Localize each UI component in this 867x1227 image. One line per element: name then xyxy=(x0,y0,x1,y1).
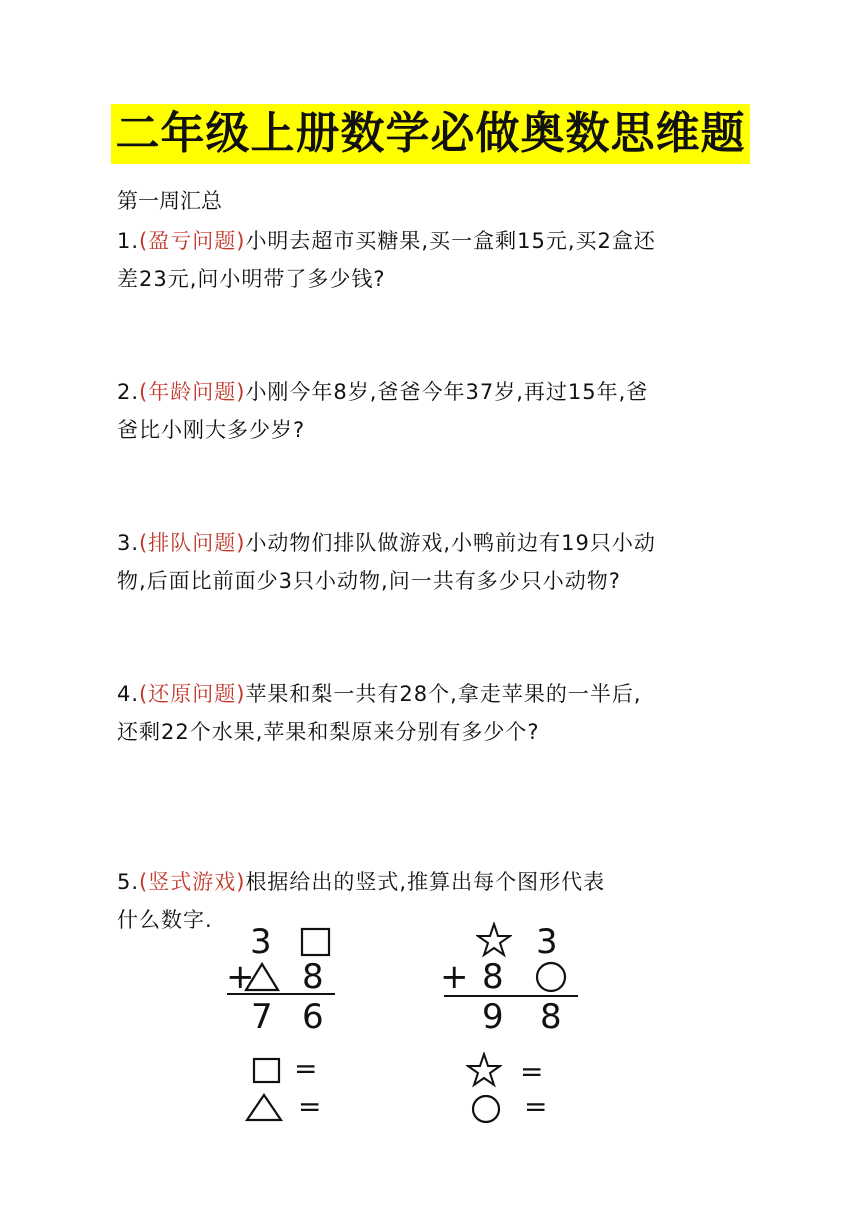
equals-sign: = xyxy=(294,1052,318,1085)
question-4 xyxy=(117,675,757,751)
question-number: 4. xyxy=(117,682,140,706)
digit: 3 xyxy=(250,922,272,962)
star-icon xyxy=(466,1052,502,1088)
question-text-line2: 物,后面比前面少3只小动物,问一共有多少只小动物? xyxy=(117,569,621,593)
circle-icon xyxy=(470,1093,502,1125)
plus-sign: + xyxy=(440,957,469,997)
digit: 8 xyxy=(540,997,562,1037)
triangle-icon xyxy=(244,962,280,992)
equals-sign: = xyxy=(520,1055,544,1088)
question-2 xyxy=(117,373,757,449)
equals-sign: = xyxy=(524,1090,548,1123)
question-tag: (还原问题) xyxy=(139,682,246,706)
question-text-line1: 小动物们排队做游戏,小鸭前边有19只小动 xyxy=(245,531,656,555)
question-3 xyxy=(117,524,757,600)
digit: 7 xyxy=(251,997,273,1037)
question-number: 2. xyxy=(117,380,140,404)
square-icon xyxy=(300,927,332,957)
equals-sign: = xyxy=(298,1090,322,1123)
week-summary-label: 第一周汇总 xyxy=(117,189,222,213)
question-tag: (年龄问题) xyxy=(139,380,246,404)
question-number: 5. xyxy=(117,870,140,894)
question-number: 3. xyxy=(117,531,140,555)
question-text-line2: 爸比小刚大多少岁? xyxy=(117,418,306,442)
question-text-line1: 苹果和梨一共有28个,拿走苹果的一半后, xyxy=(245,682,642,706)
question-5 xyxy=(117,863,757,939)
digit: 8 xyxy=(302,957,324,997)
digit: 3 xyxy=(536,922,558,962)
star-icon xyxy=(476,922,512,958)
title-banner xyxy=(111,104,750,164)
digit: 6 xyxy=(302,997,324,1037)
question-text-line1: 小明去超市买糖果,买一盒剩15元,买2盒还 xyxy=(245,229,656,253)
digit: 8 xyxy=(482,957,504,997)
question-text-line2: 什么数字. xyxy=(117,908,213,932)
plus-sign: + xyxy=(226,957,255,997)
question-tag: (盈亏问题) xyxy=(139,229,246,253)
sum-line xyxy=(227,993,335,995)
circle-icon xyxy=(534,960,568,994)
page-title: 二年级上册数学必做奥数思维题 xyxy=(115,108,746,159)
triangle-icon xyxy=(245,1093,283,1123)
question-text-line1: 根据给出的竖式,推算出每个图形代表 xyxy=(245,870,606,894)
digit: 9 xyxy=(482,997,504,1037)
question-text-line1: 小刚今年8岁,爸爸今年37岁,再过15年,爸 xyxy=(245,380,649,404)
question-1 xyxy=(117,222,757,298)
question-tag: (竖式游戏) xyxy=(139,870,246,894)
question-text-line2: 差23元,问小明带了多少钱? xyxy=(117,267,386,291)
question-text-line2: 还剩22个水果,苹果和梨原来分别有多少个? xyxy=(117,720,540,744)
square-icon xyxy=(252,1057,282,1085)
question-tag: (排队问题) xyxy=(139,531,246,555)
question-number: 1. xyxy=(117,229,140,253)
